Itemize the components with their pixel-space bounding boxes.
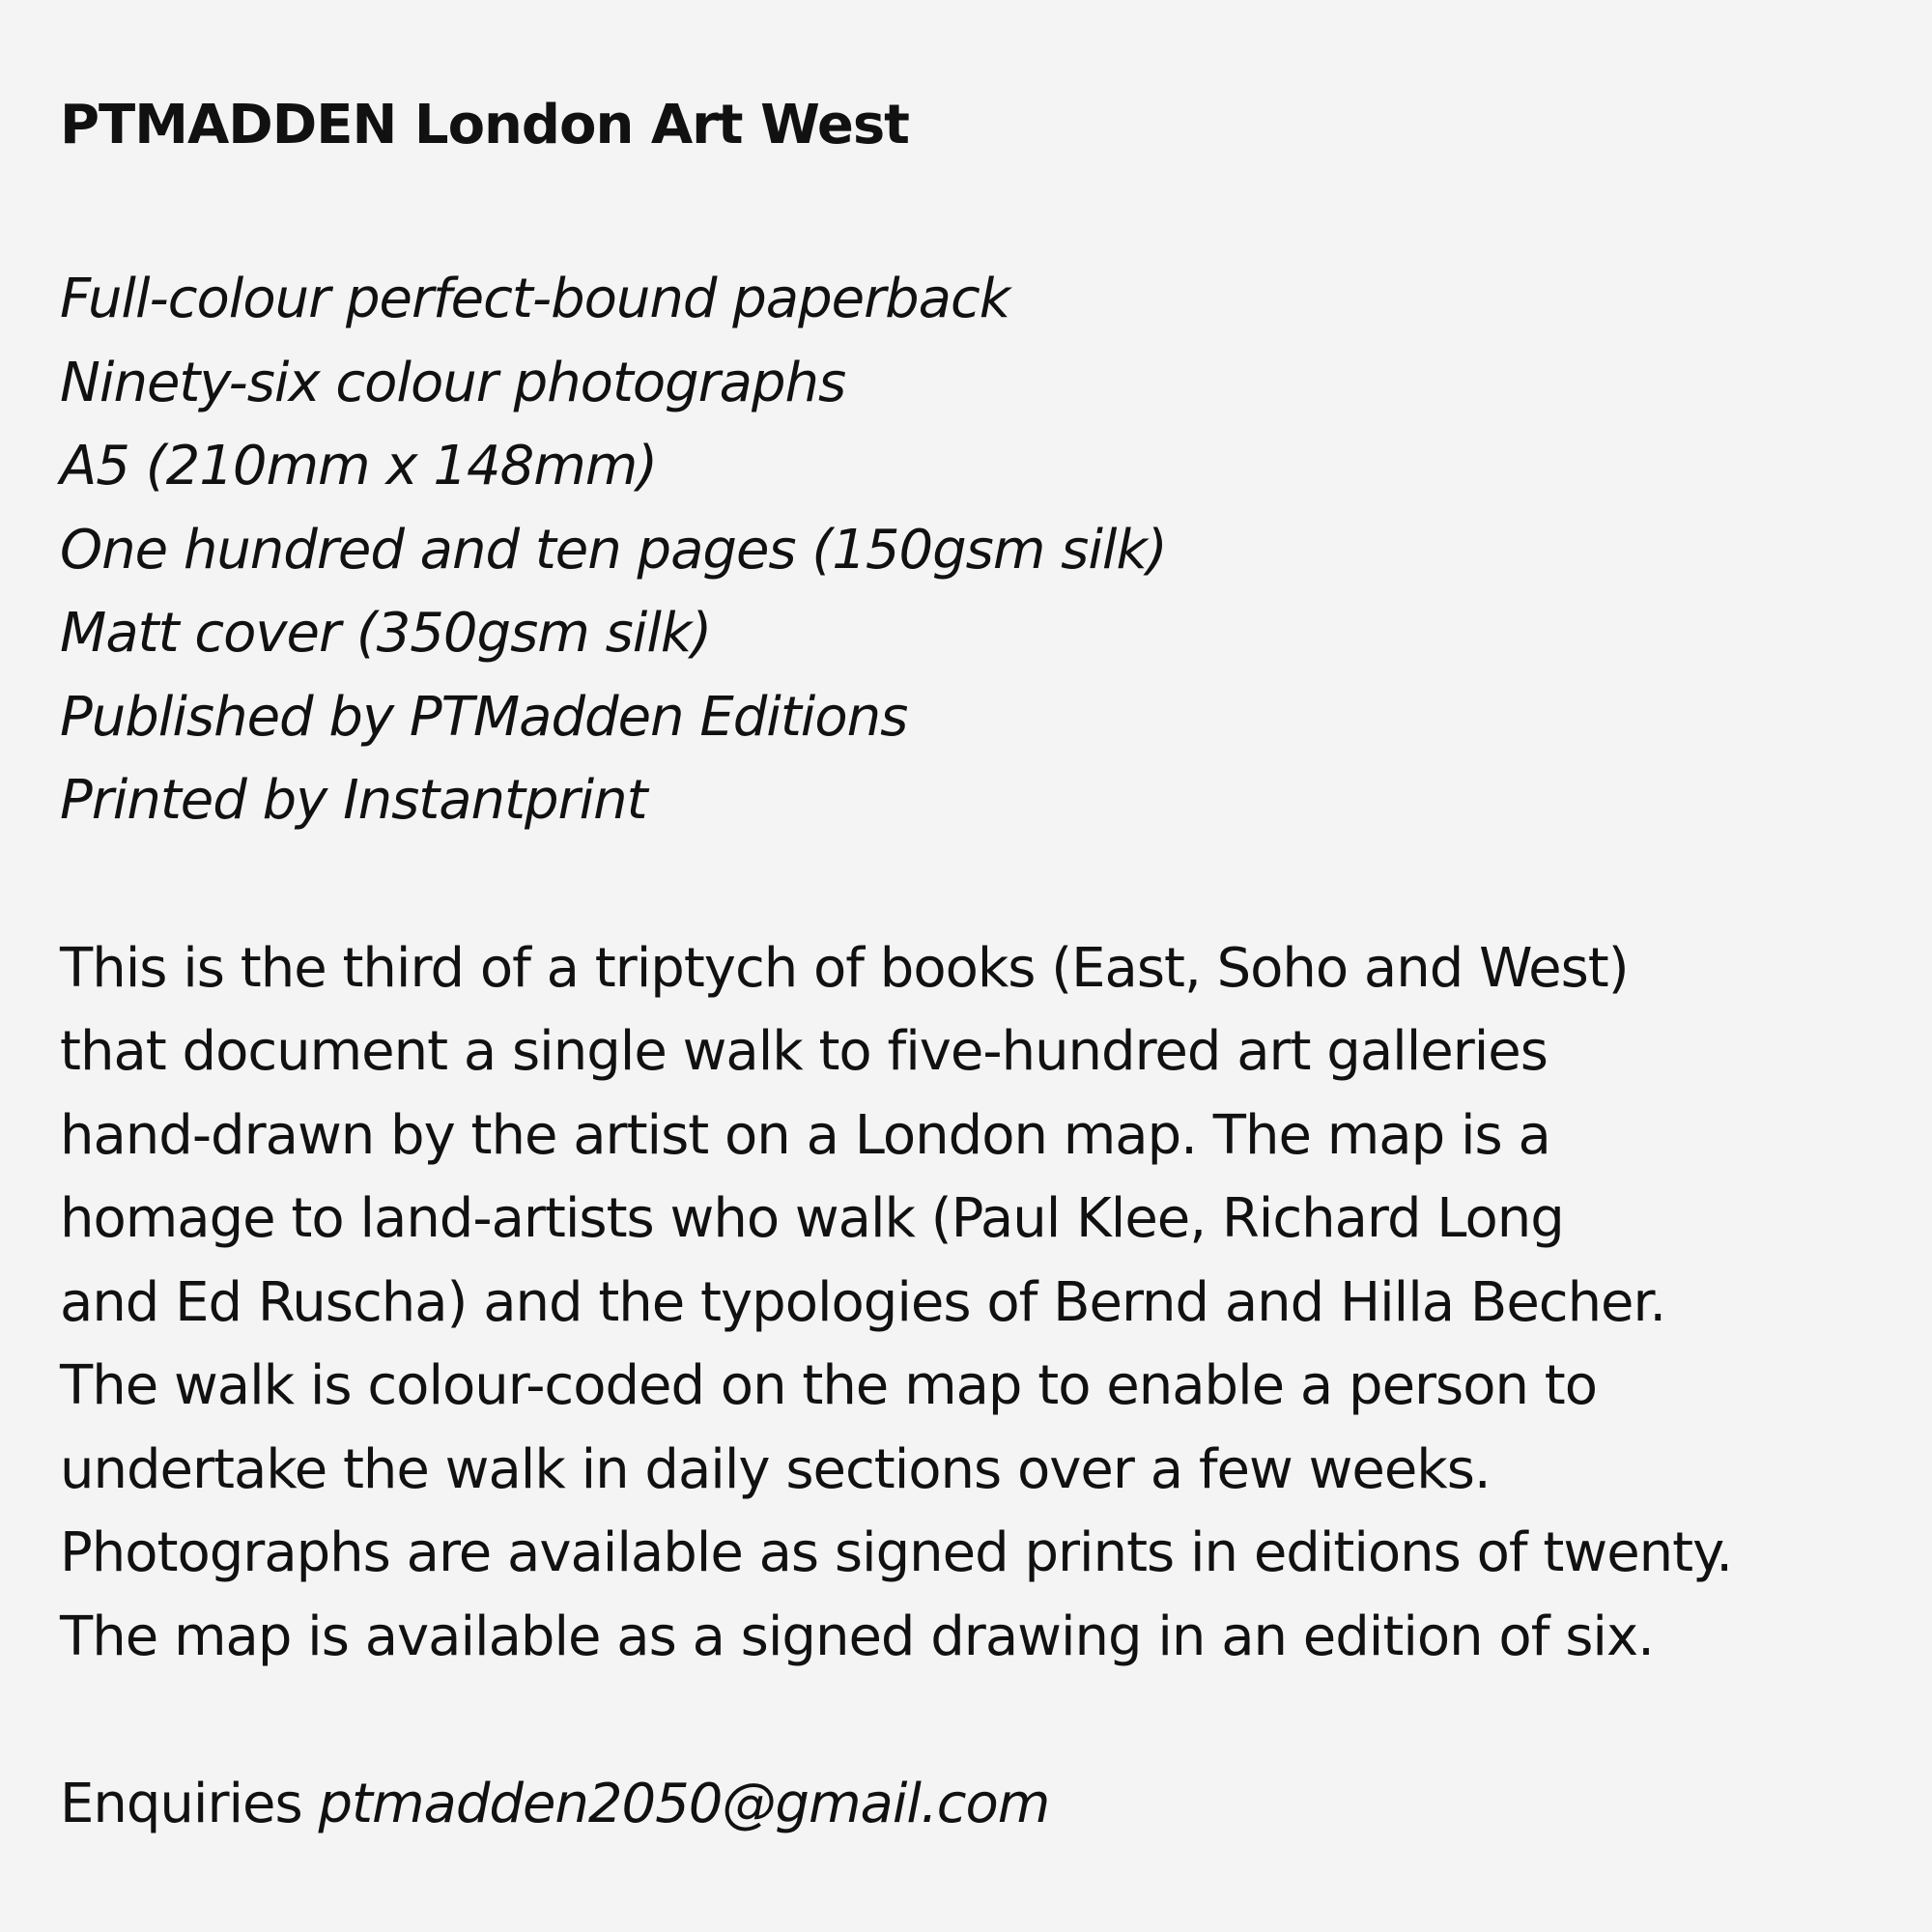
description-line: This is the third of a triptych of books (East, Soho and West) xyxy=(60,936,1629,1000)
spec-photographs: Ninety-six colour photographs xyxy=(60,351,846,414)
spec-cover: Matt cover (350gsm silk) xyxy=(60,602,712,665)
description-paragraph xyxy=(60,927,1895,1680)
document-page xyxy=(60,92,1895,1847)
book-specifications xyxy=(60,258,1895,843)
spec-pages: One hundred and ten pages (150gsm silk) xyxy=(60,518,1167,582)
page-title: PTMADDEN London Art West xyxy=(60,94,909,156)
spec-printer: Printed by Instantprint xyxy=(60,769,647,832)
description-line: that document a single walk to five-hundred art galleries xyxy=(60,1020,1548,1083)
description-line: and Ed Ruscha) and the typologies of Bernd and Hilla Becher. xyxy=(60,1270,1666,1334)
enquiries-email-link[interactable]: ptmadden2050@gmail.com xyxy=(318,1773,1050,1835)
spec-format: Full-colour perfect-bound paperback xyxy=(60,268,1010,330)
enquiries-line xyxy=(60,1763,1895,1847)
description-line: The map is available as a signed drawing in an edition of six. xyxy=(60,1605,1654,1668)
description-line: undertake the walk in daily sections over a few weeks. xyxy=(60,1437,1491,1501)
spec-publisher: Published by PTMadden Editions xyxy=(60,685,908,749)
description-line: Photographs are available as signed prints in editions of twenty. xyxy=(60,1521,1733,1584)
description-line: The walk is colour-coded on the map to enable a person to xyxy=(60,1354,1598,1417)
description-line: hand-drawn by the artist on a London map. The map is a xyxy=(60,1103,1550,1167)
enquiries-label: Enquiries xyxy=(60,1773,302,1835)
spec-size: A5 (210mm x 148mm) xyxy=(60,435,658,497)
description-line: homage to land-artists who walk (Paul Klee, Richard Long xyxy=(60,1187,1564,1250)
